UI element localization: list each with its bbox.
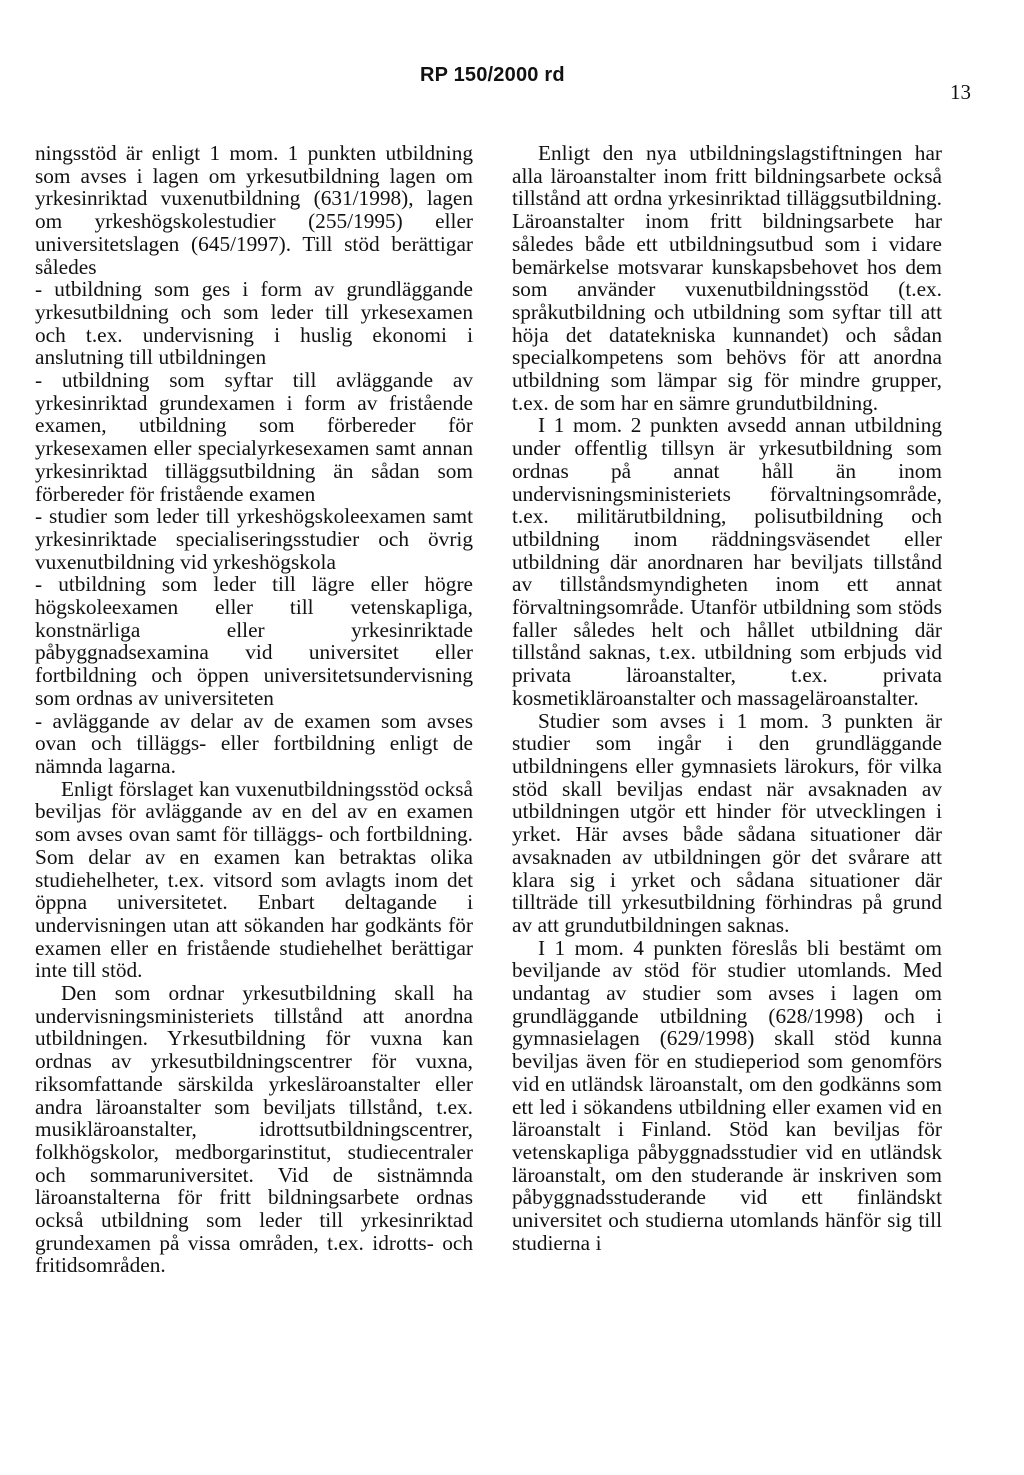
- paragraph: ningsstöd är enligt 1 mom. 1 punkten utbildning som avses i lagen om yrkesutbildning lagen om yrkesinriktad vuxenutbildning (631/1998), lagen om yrkeshögskolestudier (255/1995) eller universitetslagen (645/1997). Till stöd berättigar således: [35, 141, 473, 279]
- paragraph: I 1 mom. 4 punkten föreslås bli bestämt om beviljande av stöd för studier utomlands. Med undantag av studier som avses i lagen om grundläggande utbildning (628/1998) och i gymnasielagen (629/1998) skall stöd kunna beviljas även för en studieperiod som genomförs vid en utländsk läroanstalt, om den godkänns som ett led i sökandens utbildning eller examen vid en läroanstalt i Finland. Stöd kan beviljas för vetenskapliga påbyggnadsstudier vid en utländsk läroanstalt, om den studerande är inskriven som påbyggnadsstuderande vid ett finländskt universitet och studierna utomlands hänför sig till studierna i: [512, 935, 942, 1255]
- paragraph: Studier som avses i 1 mom. 3 punkten är studier som ingår i den grundläggande utbildningens eller gymnasiets lärokurs, för vilka stöd skall beviljas endast när avsaknaden av utbildningen utgör ett hinder för utvecklingen i yrket. Här avses både sådana situationer där avsaknaden av utbildningen gör det svårare att klara sig i yrket och sådana situationer där tillträde till yrkesutbildning förhindras på grund av att grundutbildningen saknas.: [512, 708, 942, 937]
- paragraph: Den som ordnar yrkesutbildning skall ha undervisningsministeriets tillstånd att anordna utbildningen. Yrkesutbildning för vuxna kan ordnas av yrkesutbildningscentrer för vuxna, riksomfattande särskilda yrkesläroanstalter eller andra läroanstalter som beviljats tillstånd, t.ex. musikläroanstalter, idrottsutbildningscentrer, folkhögskolor, medborgarinstitut, studiecentraler och sommaruniversitet. Vid de sistnämnda läroanstalterna för fritt bildningsarbete ordnas också utbildning som leder till yrkesinriktad grundexamen på vissa områden, t.ex. idrotts- och fritidsområden.: [35, 981, 473, 1278]
- page-number: 13: [950, 80, 971, 104]
- paragraph: I 1 mom. 2 punkten avsedd annan utbildning under offentlig tillsyn är yrkesutbildning som ordnas på annat håll än inom undervisningsministeriets förvaltningsområde, t.ex. militärutbildning, polisutbildning och utbildning inom räddningsväsendet eller utbildning där anordnaren har beviljats tillstånd av tillståndsmyndigheten inom ett annat förvaltningsområde. Utanför utbildning som stöds faller således helt och hållet utbildning där tillstånd saknas, t.ex. utbildning som erbjuds vid privata läroanstalter, t.ex. privata kosmetikläroanstalter och massageläroanstalter.: [512, 413, 942, 710]
- paragraph: Enligt den nya utbildningslagstiftningen har alla läroanstalter inom fritt bildningsarbete också tillstånd att ordna yrkesinriktad tilläggsutbildning. Läroanstalter inom fritt bildningsarbete har således både ett utbildningsutbud som i vidare bemärkelse motsvarar kunskapsbehovet hos dem som använder vuxenutbildningsstöd (t.ex. språkutbildning och utbildning som syftar till att höja det datatekniska kunnandet) och sådan specialkompetens som behövs för att anordna utbildning som lämpar sig för mindre grupper, t.ex. de som har en sämre grundutbildning.: [512, 141, 942, 415]
- paragraph: Enligt förslaget kan vuxenutbildningsstöd också beviljas för avläggande av en del av en examen som avses ovan samt för tilläggs- och fortbildning. Som delar av en examen kan betraktas olika studiehelheter, t.ex. vitsord som avlagts inom det öppna universitetet. Enbart deltagande i undervisningen utan att sökanden har godkänts för examen eller en fristående studiehelhet berättigar inte till stöd.: [35, 776, 473, 983]
- list-item: - studier som leder till yrkeshögskoleexamen samt yrkesinriktade specialiseringsstudier och övrig vuxenutbildning vid yrkeshögskola: [35, 504, 473, 574]
- list-item: - utbildning som syftar till avläggande av yrkesinriktad grundexamen i form av fristående examen, utbildning som förbereder för yrkesexamen eller specialyrkesexamen samt annan yrkesinriktad tilläggsutbildning än sådan som förbereder för fristående examen: [35, 368, 473, 506]
- page-header: [0, 64, 1024, 104]
- right-column: [512, 142, 942, 1254]
- document-id: RP 150/2000 rd: [420, 64, 565, 86]
- list-item: - utbildning som ges i form av grundläggande yrkesutbildning och som leder till yrkesexamen och t.ex. undervisning i huslig ekonomi i anslutning till utbildningen: [35, 277, 473, 370]
- left-column: [35, 142, 473, 1277]
- list-item: - avläggande av delar av de examen som avses ovan och tilläggs- eller fortbildning enligt de nämnda lagarna.: [35, 708, 473, 778]
- list-item: - utbildning som leder till lägre eller högre högskoleexamen eller till vetenskapliga, konstnärliga eller yrkesinriktade påbyggnadsexamina vid universitet eller fortbildning och öppen universitetsundervisning som ordnas av universiteten: [35, 572, 473, 710]
